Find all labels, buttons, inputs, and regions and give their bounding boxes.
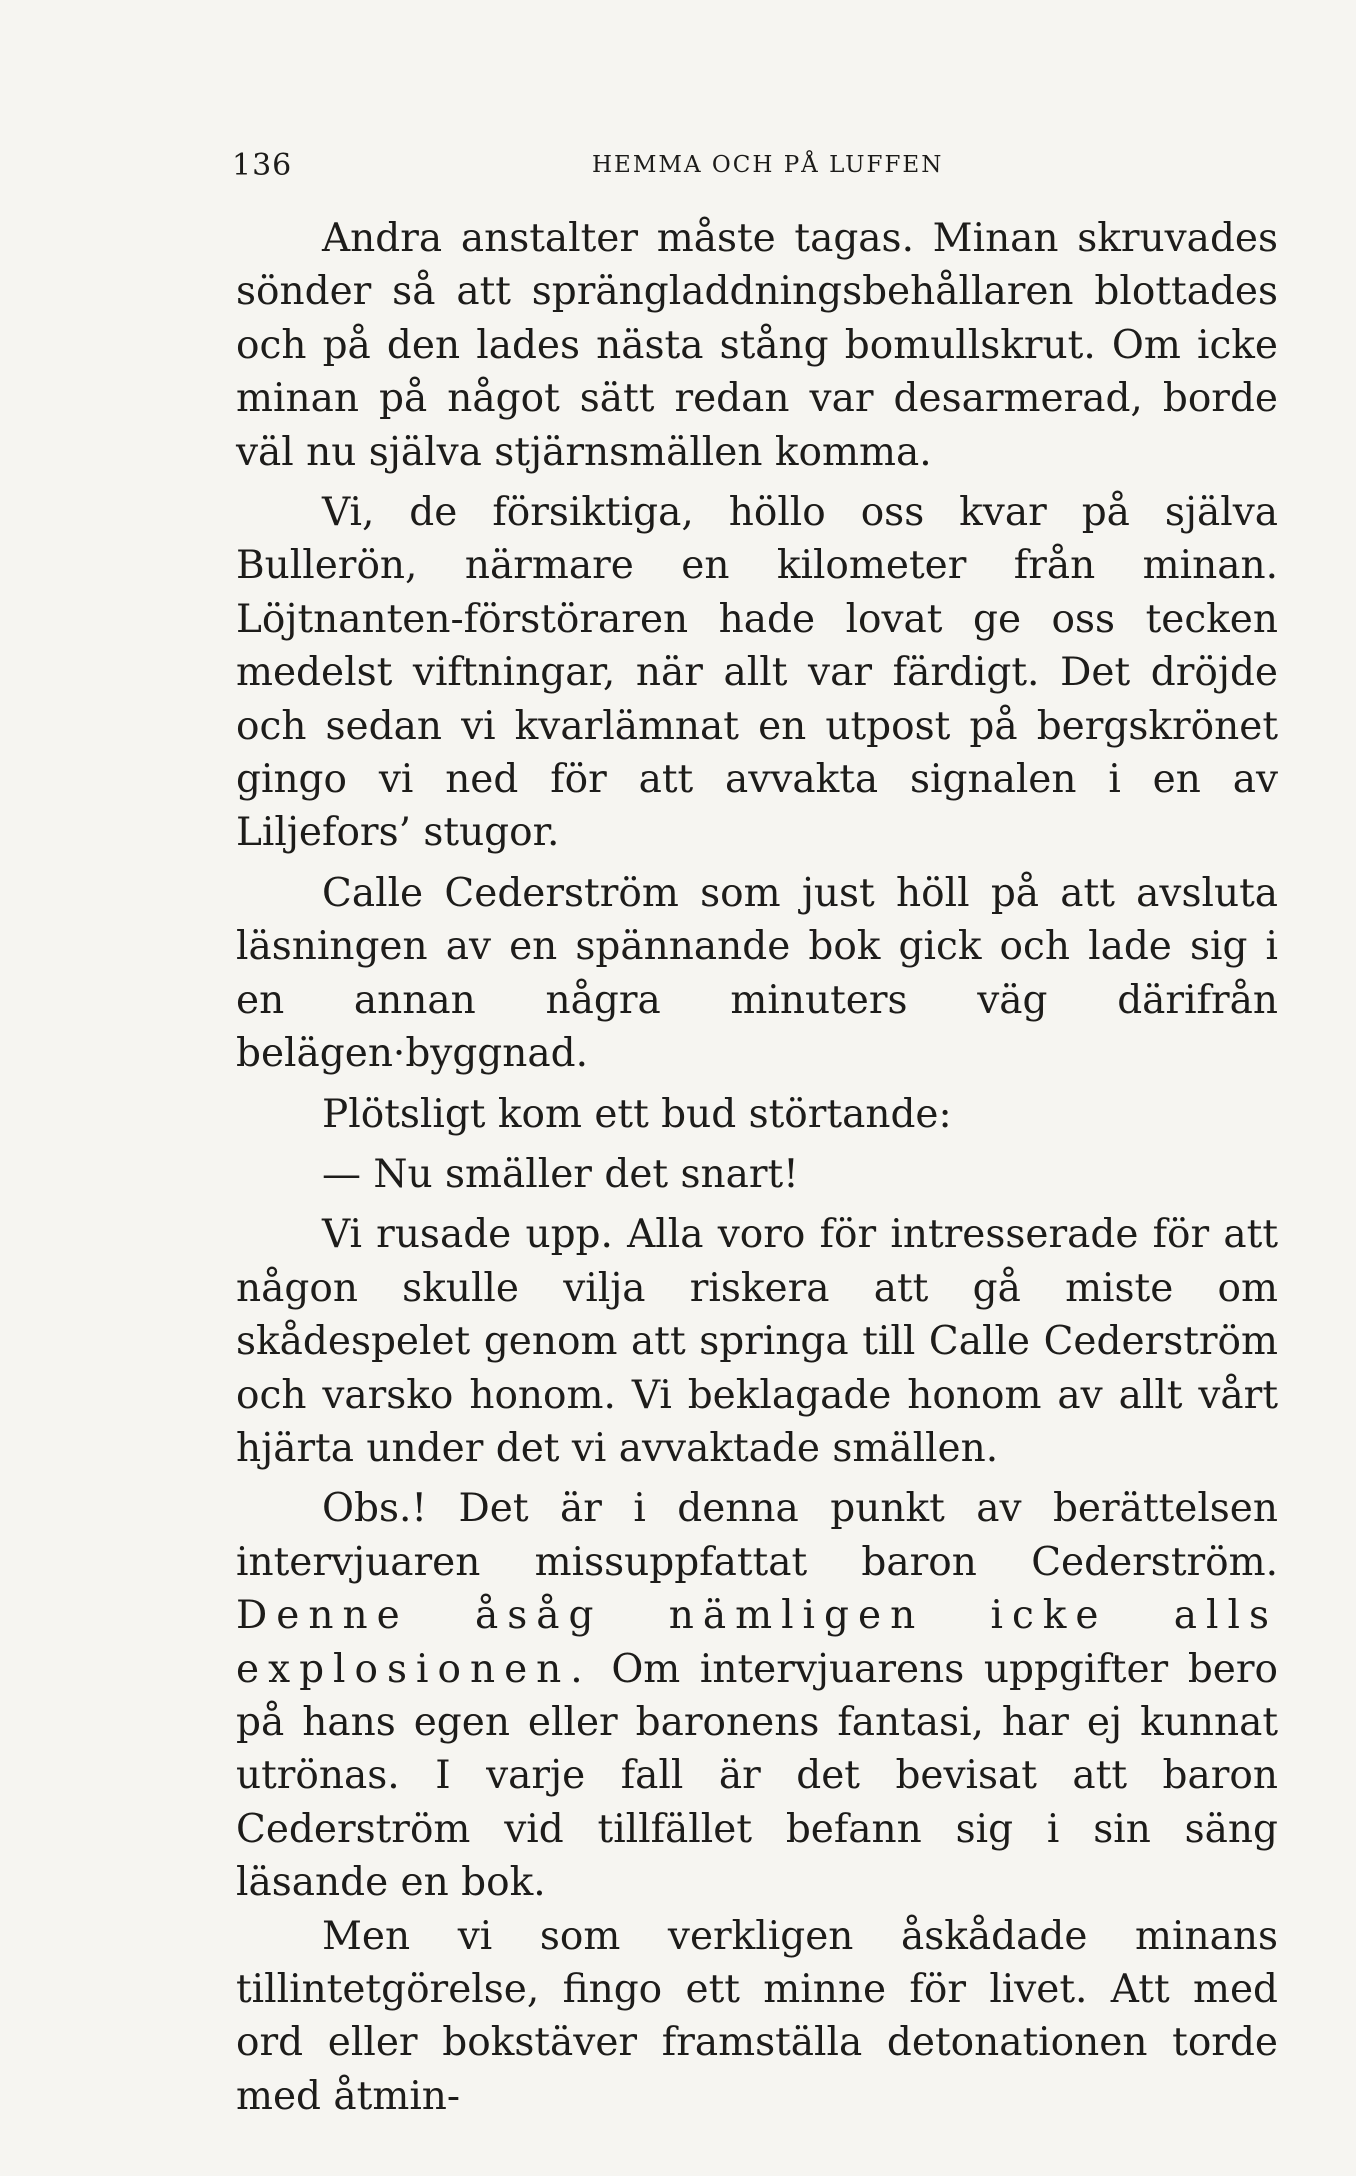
running-head: HEMMA OCH PÅ LUFFEN <box>592 152 944 178</box>
paragraph-note <box>236 1482 1278 1909</box>
page-header <box>232 148 1280 188</box>
note-text-continued: Om intervjuarens uppgifter bero på hans egen eller baronens fantasi, har ej kunnat utrönas. I varje fall är det bevisat att baron Cederström vid tillfället befann sig i sin säng läsande en bok. <box>236 1646 1278 1906</box>
body-text <box>236 212 1278 2123</box>
paragraph: Vi, de försiktiga, höllo oss kvar på själva Bullerön, närmare en kilometer från minan. Löjtnanten-förstöraren hade lovat ge oss tecken medelst viftningar, när allt var färdigt. Det dröjde och sedan vi kvarlämnat en utpost på bergskrönet gingo vi ned för att avvakta signalen i en av Liljefors’ stugor. <box>236 490 1278 856</box>
paragraph: Andra anstalter måste tagas. Minan skruvades sönder så att sprängladdningsbehållaren blottades och på den lades nästa stång bomullskrut. Om icke minan på något sätt redan var desarmerad, borde väl nu själva stjärnsmällen komma. <box>236 216 1278 475</box>
paragraph: Vi rusade upp. Alla voro för intresserade för att någon skulle vilja riskera att gå miste om skådespelet genom att springa till Calle Cederström och varsko honom. Vi beklagade honom av allt vårt hjärta under det vi avvaktade smällen. <box>236 1212 1278 1471</box>
paragraph: Calle Cederström som just höll på att avsluta läsningen av en spännande bok gick och lade sig i en annan några minuters väg därifrån belägen·byggnad. <box>236 870 1278 1077</box>
paragraph: Plötsligt kom ett bud störtande: <box>322 1091 952 1137</box>
page-number: 136 <box>232 148 293 183</box>
emphasized-text: Denne åsåg nämligen icke alls explosionen. <box>236 1593 1278 1692</box>
paragraph: — Nu smäller det snart! <box>322 1151 799 1197</box>
paragraph: Men vi som verkligen åskådade minans tillintetgörelse, fingo ett minne för livet. Att med ord eller bokstäver framställa detonationen torde med åtmin- <box>236 1913 1278 2119</box>
note-text: Obs.! Det är i denna punkt av berättelsen intervjuaren missuppfattat baron Cederström. <box>236 1486 1278 1585</box>
